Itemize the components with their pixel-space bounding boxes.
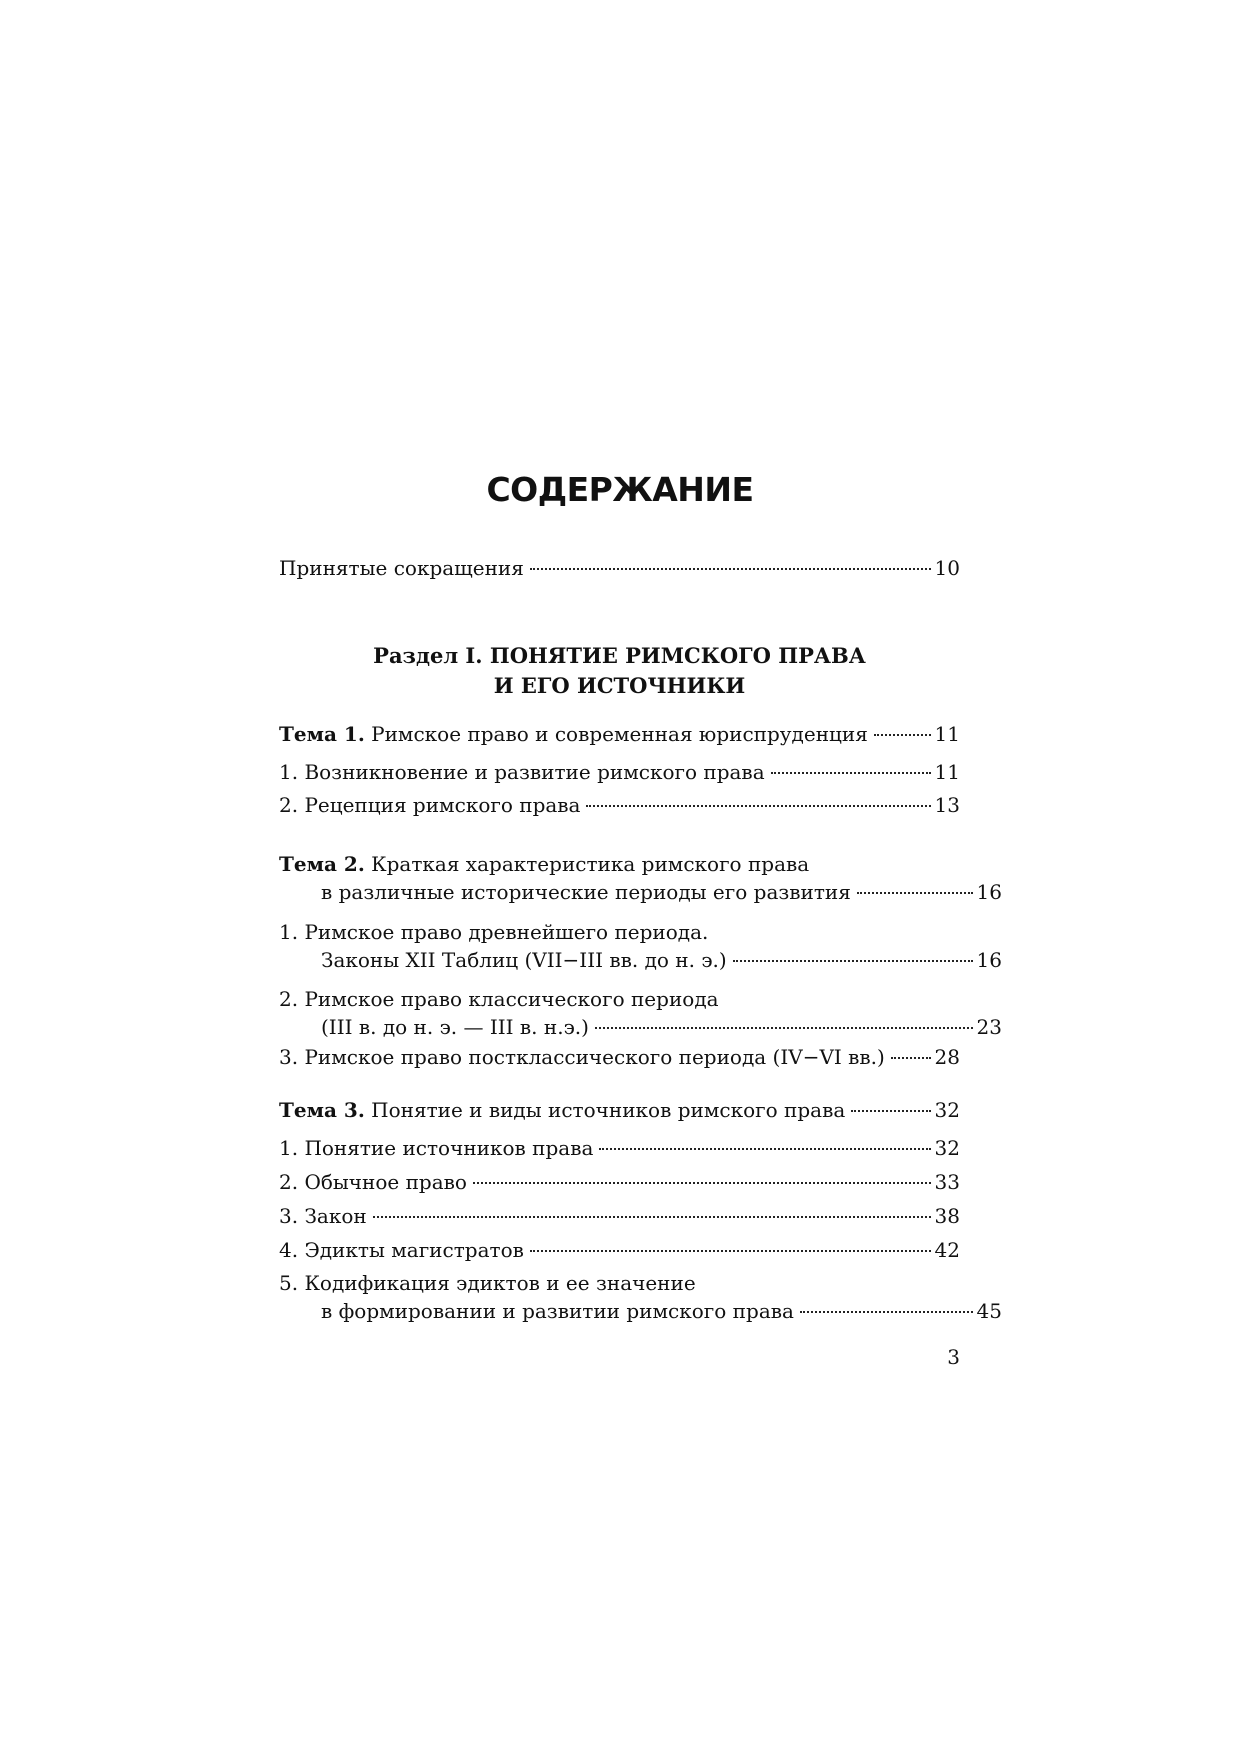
toc-entry[interactable] xyxy=(279,1043,960,1071)
page-title: СОДЕРЖАНИЕ xyxy=(486,470,754,509)
toc-page-number: 11 xyxy=(934,760,960,784)
toc-entry[interactable] xyxy=(279,791,960,819)
toc-page-number: 32 xyxy=(934,1136,960,1160)
toc-entry[interactable] xyxy=(279,758,960,786)
toc-page-number: 33 xyxy=(934,1170,960,1194)
dot-leader xyxy=(586,804,930,807)
dot-leader xyxy=(874,733,931,736)
toc-entry-text: 5. Кодификация эдиктов и ее значение xyxy=(279,1271,696,1295)
toc-entry-text: 2. Рецепция римского права xyxy=(279,793,581,817)
topic-title: Краткая характеристика римского права xyxy=(371,852,810,876)
topic-title: Римское право и современная юриспруденция xyxy=(371,722,868,746)
dot-leader xyxy=(891,1056,931,1059)
toc-entry[interactable] xyxy=(279,1269,1002,1325)
topic-title: Понятие и виды источников римского права xyxy=(371,1098,846,1122)
toc-entry-text: 3. Закон xyxy=(279,1204,367,1228)
dot-leader xyxy=(530,567,931,570)
dot-leader xyxy=(851,1109,930,1112)
toc-page-number: 45 xyxy=(976,1299,1002,1323)
topic-label: Тема 3. xyxy=(279,1098,365,1122)
toc-page-number: 23 xyxy=(976,1015,1002,1039)
toc-entry[interactable] xyxy=(279,1202,960,1230)
topic-label: Тема 1. xyxy=(279,722,365,746)
toc-page-number: 10 xyxy=(934,556,960,580)
toc-entry[interactable] xyxy=(279,918,1002,974)
toc-topic-2[interactable] xyxy=(279,850,1002,906)
page-number: 3 xyxy=(947,1345,960,1369)
toc-page-number: 11 xyxy=(934,722,960,746)
toc-entry-text: 3. Римское право постклассического периода (IV−VI вв.) xyxy=(279,1045,885,1069)
dot-leader xyxy=(373,1215,931,1218)
toc-entry[interactable] xyxy=(279,985,1002,1041)
toc-entry-text: Принятые сокращения xyxy=(279,556,524,580)
toc-entry-abbreviations[interactable] xyxy=(279,554,960,582)
toc-entry-text-continued: Законы XII Таблиц (VII−III вв. до н. э.) xyxy=(321,948,727,972)
section-heading-line2: И ЕГО ИСТОЧНИКИ xyxy=(493,673,746,698)
toc-page-number: 38 xyxy=(934,1204,960,1228)
toc-entry-text: 1. Римское право древнейшего периода. xyxy=(279,920,709,944)
topic-title-continued: в различные исторические периоды его развития xyxy=(321,880,851,904)
dot-leader xyxy=(857,891,973,894)
toc-entry-text: 4. Эдикты магистратов xyxy=(279,1238,524,1262)
section-heading xyxy=(279,641,960,701)
toc-entry-text-continued: в формировании и развитии римского права xyxy=(321,1299,794,1323)
dot-leader xyxy=(733,959,973,962)
toc-entry[interactable] xyxy=(279,1168,960,1196)
topic-label: Тема 2. xyxy=(279,852,365,876)
toc-entry-text-continued: (III в. до н. э. — III в. н.э.) xyxy=(321,1015,589,1039)
toc-entry-text: 2. Римское право классического периода xyxy=(279,987,719,1011)
toc-entry-text: 1. Понятие источников права xyxy=(279,1136,594,1160)
dot-leader xyxy=(800,1310,973,1313)
toc-page-number: 42 xyxy=(934,1238,960,1262)
dot-leader xyxy=(771,771,931,774)
toc-page-number: 16 xyxy=(976,880,1002,904)
dot-leader xyxy=(599,1147,930,1150)
toc-page-number: 13 xyxy=(934,793,960,817)
toc-entry[interactable] xyxy=(279,1236,960,1264)
dot-leader xyxy=(530,1249,931,1252)
dot-leader xyxy=(473,1181,931,1184)
toc-page-number: 28 xyxy=(934,1045,960,1069)
toc-page-number: 16 xyxy=(976,948,1002,972)
toc-entry-text: 1. Возникновение и развитие римского права xyxy=(279,760,765,784)
section-heading-line1: Раздел I. ПОНЯТИЕ РИМСКОГО ПРАВА xyxy=(373,643,866,668)
toc-entry-text: 2. Обычное право xyxy=(279,1170,467,1194)
toc-topic-3[interactable] xyxy=(279,1096,960,1124)
dot-leader xyxy=(595,1026,973,1029)
toc-entry[interactable] xyxy=(279,1134,960,1162)
toc-page-number: 32 xyxy=(934,1098,960,1122)
toc-topic-1[interactable] xyxy=(279,720,960,748)
